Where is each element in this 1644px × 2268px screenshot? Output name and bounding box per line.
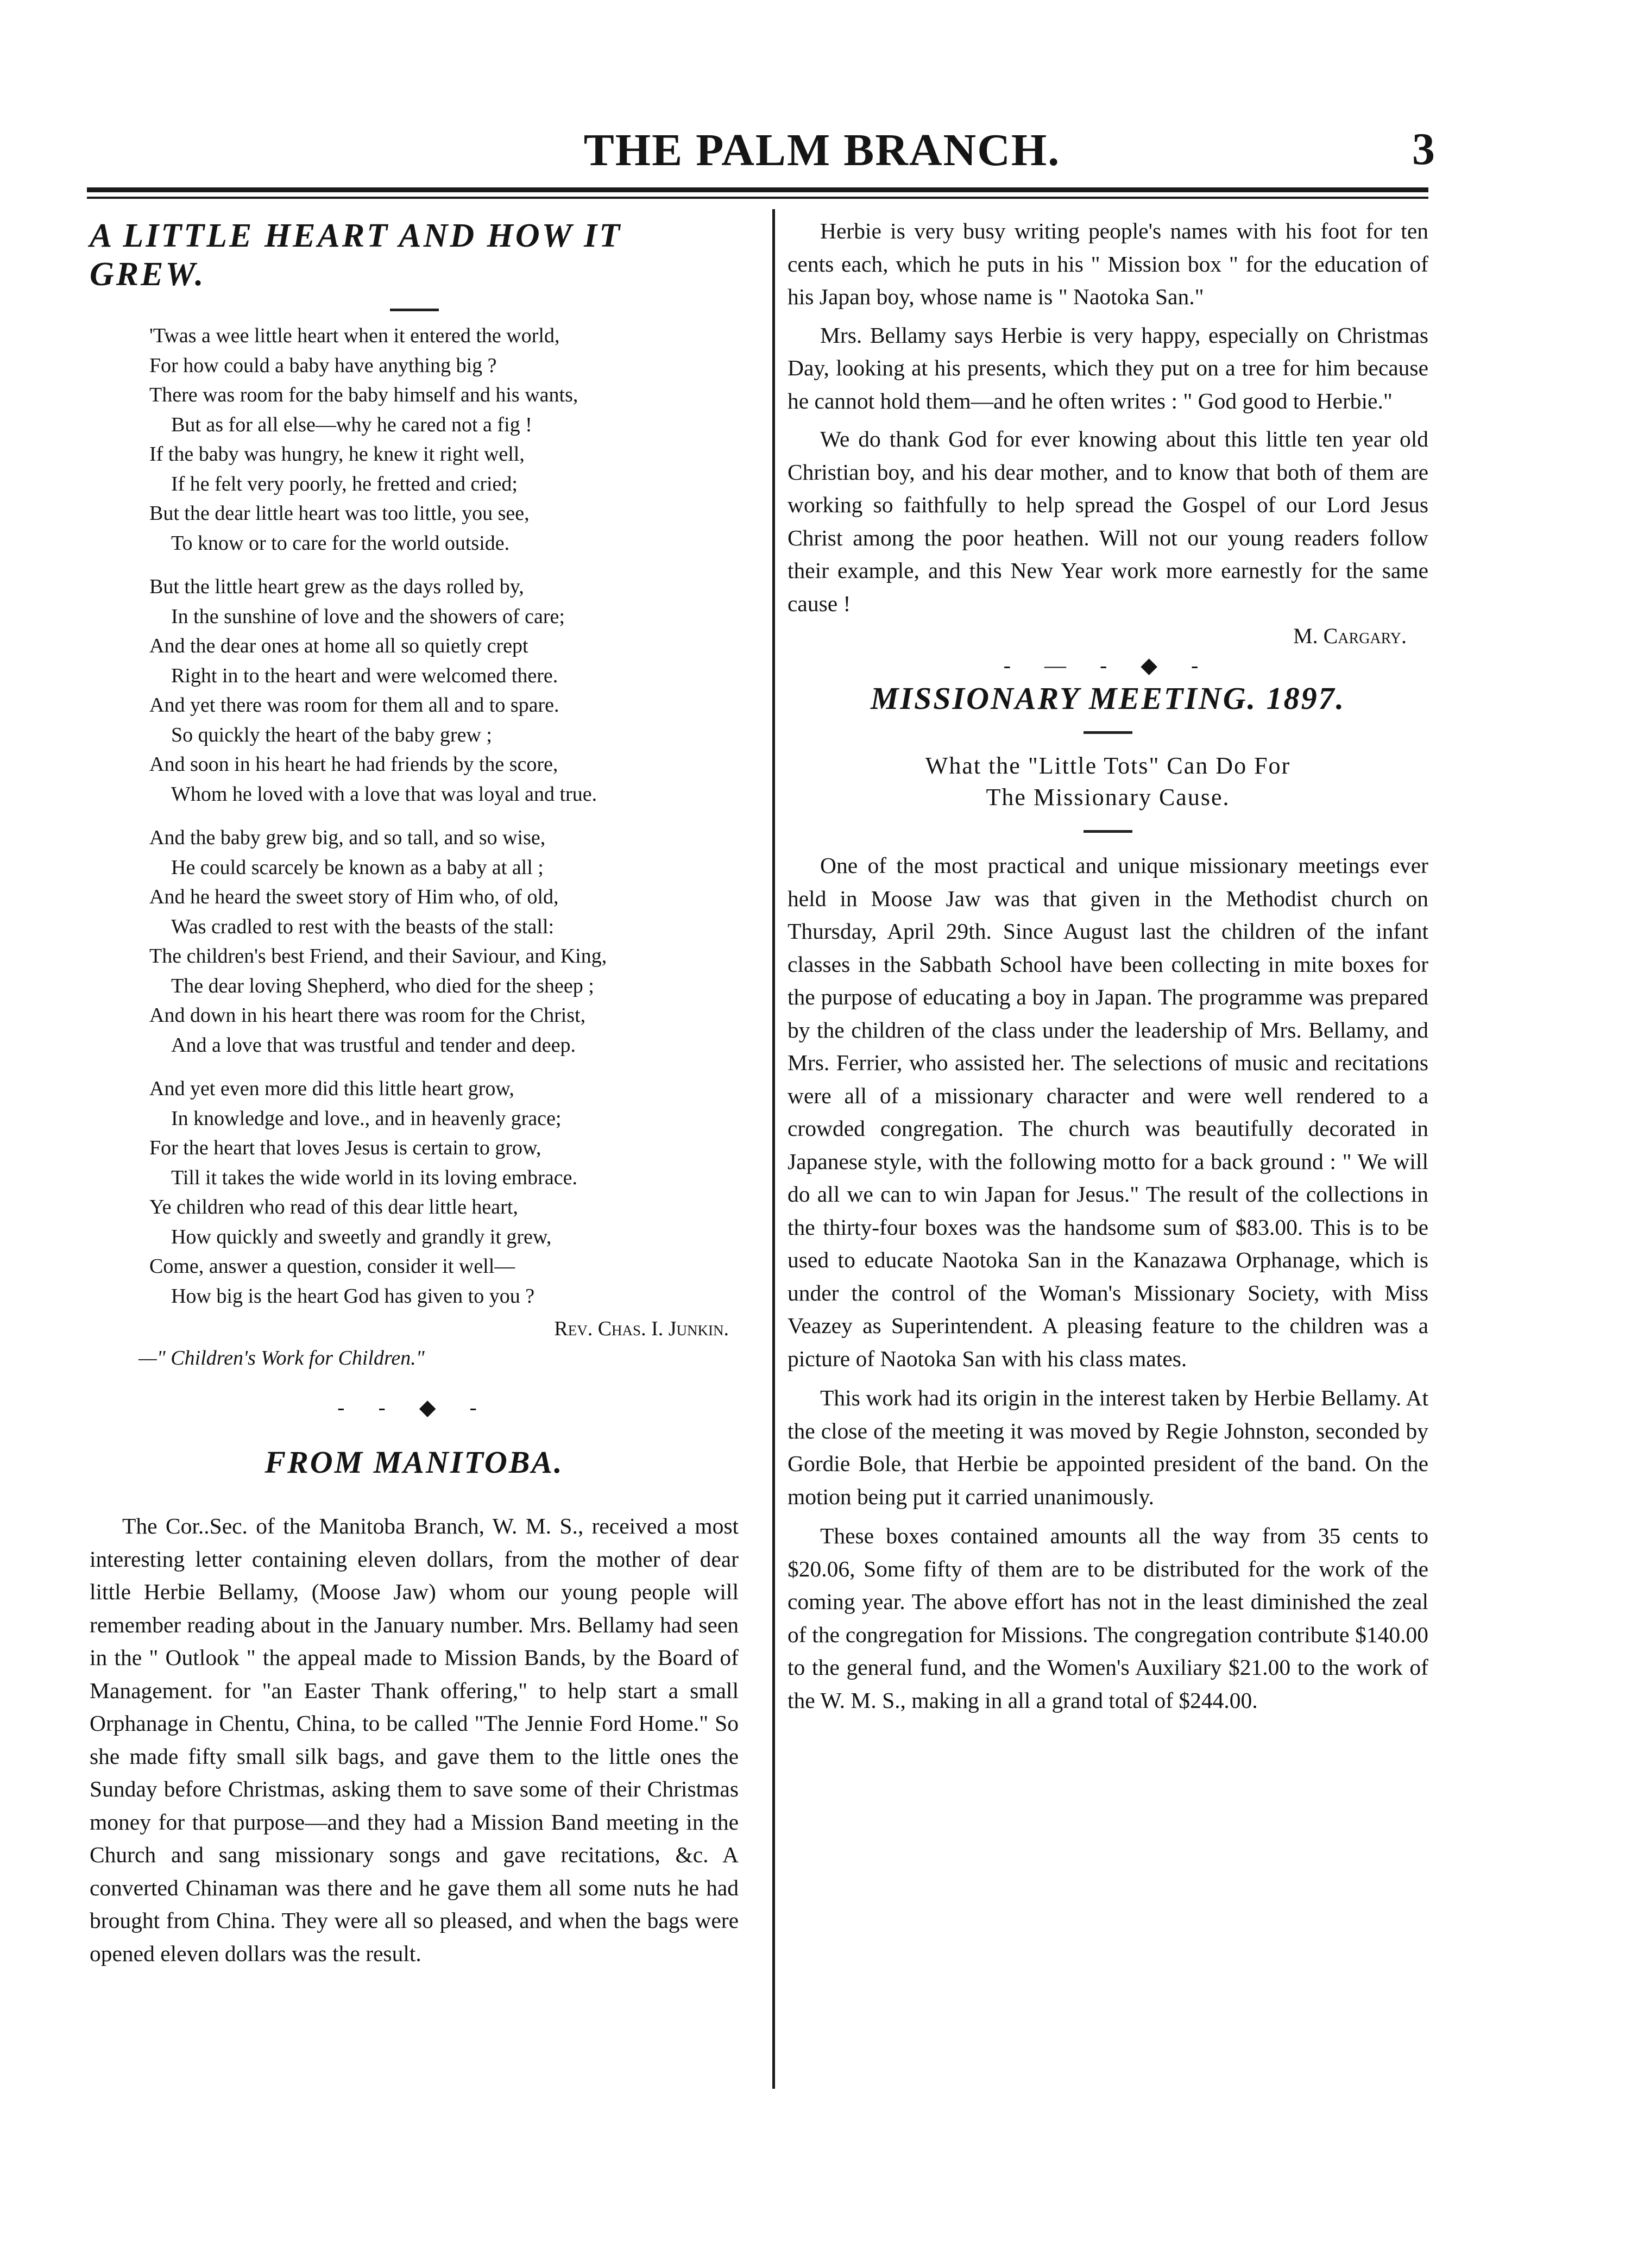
poem-line: Ye children who read of this dear little heart, bbox=[149, 1196, 518, 1218]
meeting-para-2: This work had its origin in the interest taken by Herbie Bellamy. At the close of the meeting it was moved by Regie Johnston, seconded by Gordie Bole, that Herbie be appointed president of the band. On the motion being put it carried unanimously. bbox=[788, 1385, 1428, 1509]
poem-line: And down in his heart there was room for the Christ, bbox=[149, 1004, 586, 1027]
meeting-subtitle-line-1: What the "Little Tots" Can Do For bbox=[925, 752, 1291, 779]
ornament-rule bbox=[90, 297, 739, 319]
meeting-subtitle bbox=[788, 750, 1428, 813]
poem-line: And he heard the sweet story of Him who, of old, bbox=[149, 885, 559, 908]
letter-signature: M. Cargary. bbox=[1293, 624, 1407, 648]
meeting-para-3: These boxes contained amounts all the way from 35 cents to $20.06, Some fifty of them are to be distributed for the work of the coming year. The above effort has not in the least diminished the zeal of the congregation for Missions. The congregation contribute $140.00 to the general fund, and the Women's Auxiliary $21.00 to the work of the W. M. S., making in all a grand total of $244.00. bbox=[788, 1523, 1428, 1713]
poem-line: 'Twas a wee little heart when it entered the world, bbox=[149, 324, 560, 347]
poem-source: —" Children's Work for Children." bbox=[138, 1347, 425, 1369]
poem-line: And yet there was room for them all and to spare. bbox=[149, 694, 559, 717]
poem-line: And soon in his heart he had friends by the score, bbox=[149, 753, 558, 776]
poem-title: A LITTLE HEART AND HOW IT GREW. bbox=[90, 217, 622, 293]
meeting-title: MISSIONARY MEETING. 1897. bbox=[870, 681, 1346, 716]
poem-author: Rev. Chas. I. Junkin. bbox=[554, 1317, 729, 1340]
ornament-rule bbox=[788, 819, 1428, 840]
poem-line: Right in to the heart and were welcomed there. bbox=[171, 664, 558, 687]
poem-line: If he felt very poorly, he fretted and cried; bbox=[171, 472, 518, 495]
herbie-para-3: We do thank God for ever knowing about this little ten year old Christian boy, and his dear mother, and to know that both of them are working so faithfully to help spread the Gospel of our Lord Jesus Christ among the poor heathen. Will not our young readers follow their example, and this New Year work more earnestly for the same cause ! bbox=[788, 426, 1428, 616]
poem-line: But the little heart grew as the days rolled by, bbox=[149, 575, 524, 598]
poem-line: But as for all else—why he cared not a fig ! bbox=[171, 413, 532, 436]
column-divider bbox=[772, 209, 775, 2089]
poem-line: Come, answer a question, consider it well— bbox=[149, 1255, 515, 1278]
meeting-subtitle-line-2: The Missionary Cause. bbox=[986, 784, 1230, 811]
poem-line: How big is the heart God has given to you ? bbox=[171, 1284, 535, 1308]
poem-line: The children's best Friend, and their Saviour, and King, bbox=[149, 945, 607, 967]
poem-line: Was cradled to rest with the beasts of the stall: bbox=[171, 915, 555, 938]
page-number: 3 bbox=[1412, 124, 1435, 174]
poem-stanza bbox=[90, 572, 739, 809]
poem-line: For the heart that loves Jesus is certain to grow, bbox=[149, 1136, 541, 1159]
section-separator: - - ◆ - bbox=[337, 1395, 491, 1419]
poem-line: There was room for the baby himself and his wants, bbox=[149, 384, 578, 406]
poem-line: And yet even more did this little heart grow, bbox=[149, 1077, 514, 1100]
poem-line: But the dear little heart was too little, you see, bbox=[149, 502, 530, 525]
left-column bbox=[90, 215, 739, 1970]
poem-line: And a love that was trustful and tender and deep. bbox=[171, 1033, 576, 1057]
poem-line: The dear loving Shepherd, who died for the sheep ; bbox=[171, 974, 594, 997]
poem-stanza bbox=[90, 321, 739, 558]
poem-line: For how could a baby have anything big ? bbox=[149, 354, 497, 377]
ornament-rule bbox=[788, 720, 1428, 742]
poem-line: If the baby was hungry, he knew it right well, bbox=[149, 443, 525, 466]
poem-line: Till it takes the wide world in its loving embrace. bbox=[171, 1166, 577, 1189]
poem-line: How quickly and sweetly and grandly it grew, bbox=[171, 1225, 552, 1248]
poem-stanza bbox=[90, 823, 739, 1060]
section-separator: - — - ◆ - bbox=[1003, 653, 1213, 677]
poem-line: Whom he loved with a love that was loyal and true. bbox=[171, 782, 597, 806]
poem-line: And the baby grew big, and so tall, and so wise, bbox=[149, 826, 546, 849]
herbie-para-1: Herbie is very busy writing people's names with his foot for ten cents each, which he puts in his " Mission box " for the education of his Japan boy, whose name is " Naotoka San." bbox=[788, 218, 1428, 309]
poem-body bbox=[90, 321, 739, 1311]
poem-line: In knowledge and love., and in heavenly grace; bbox=[171, 1107, 562, 1130]
poem-line: He could scarcely be known as a baby at all ; bbox=[171, 856, 544, 879]
right-column bbox=[788, 215, 1428, 1717]
poem-line: To know or to care for the world outside. bbox=[171, 531, 510, 555]
page-header-title: THE PALM BRANCH. bbox=[583, 125, 1061, 175]
header-rule-thin bbox=[87, 197, 1428, 199]
manitoba-title: FROM MANITOBA. bbox=[264, 1444, 564, 1480]
manitoba-body: The Cor..Sec. of the Manitoba Branch, W. M. S., received a most interesting letter containing eleven dollars, from the mother of dear little Herbie Bellamy, (Moose Jaw) whom our young people will remember reading about in the January number. Mrs. Bellamy had seen in the " Outlook " the appeal made to Mission Bands, by the Board of Management. for "an Easter Thank offering," to help start a small Orphanage in Chentu, China, to be called "The Jennie Ford Home." So she made fifty small silk bags, and gave them to the little ones the Sunday before Christmas, asking them to save some of their Christmas money for that purpose—and they had a Mission Band meeting in the Church and sang missionary songs and gave recitations, &c. A converted Chinaman was there and he gave them all some nuts he had brought from China. They were all so pleased, and when the bags were opened eleven dollars was the result. bbox=[90, 1513, 739, 1966]
meeting-para-1: One of the most practical and unique missionary meetings ever held in Moose Jaw was that given in the Methodist church on Thursday, April 29th. Since August last the children of the infant classes in the Sabbath School have been collecting in mite boxes for the purpose of educating a boy in Japan. The programme was prepared by the children of the class under the leadership of Mrs. Bellamy, and Mrs. Ferrier, who assisted her. The selections of music and recitations were all of a missionary character and were well rendered to a crowded congregation. The church was beautifully decorated in Japanese style, with the following motto for a back ground : " We will do all we can to win Japan for Jesus." The result of the collections in the thirty-four boxes was the handsome sum of $83.00. This is to be used to educate Naotoka San in the Kanazawa Orphanage, which is under the control of the Woman's Missionary Society, with Miss Veazey as Superintendent. A pleasing feature to the children was a picture of Naotoka San with his class mates. bbox=[788, 853, 1428, 1371]
poem-line: And the dear ones at home all so quietly crept bbox=[149, 634, 528, 657]
poem-line: So quickly the heart of the baby grew ; bbox=[171, 723, 492, 746]
herbie-para-2: Mrs. Bellamy says Herbie is very happy, especially on Christmas Day, looking at his presents, which they put on a tree for him because he cannot hold them—and he often writes : " God good to Herbie." bbox=[788, 322, 1428, 413]
poem-stanza bbox=[90, 1074, 739, 1311]
header-rule-thick bbox=[87, 187, 1428, 192]
poem-line: In the sunshine of love and the showers of care; bbox=[171, 605, 565, 628]
